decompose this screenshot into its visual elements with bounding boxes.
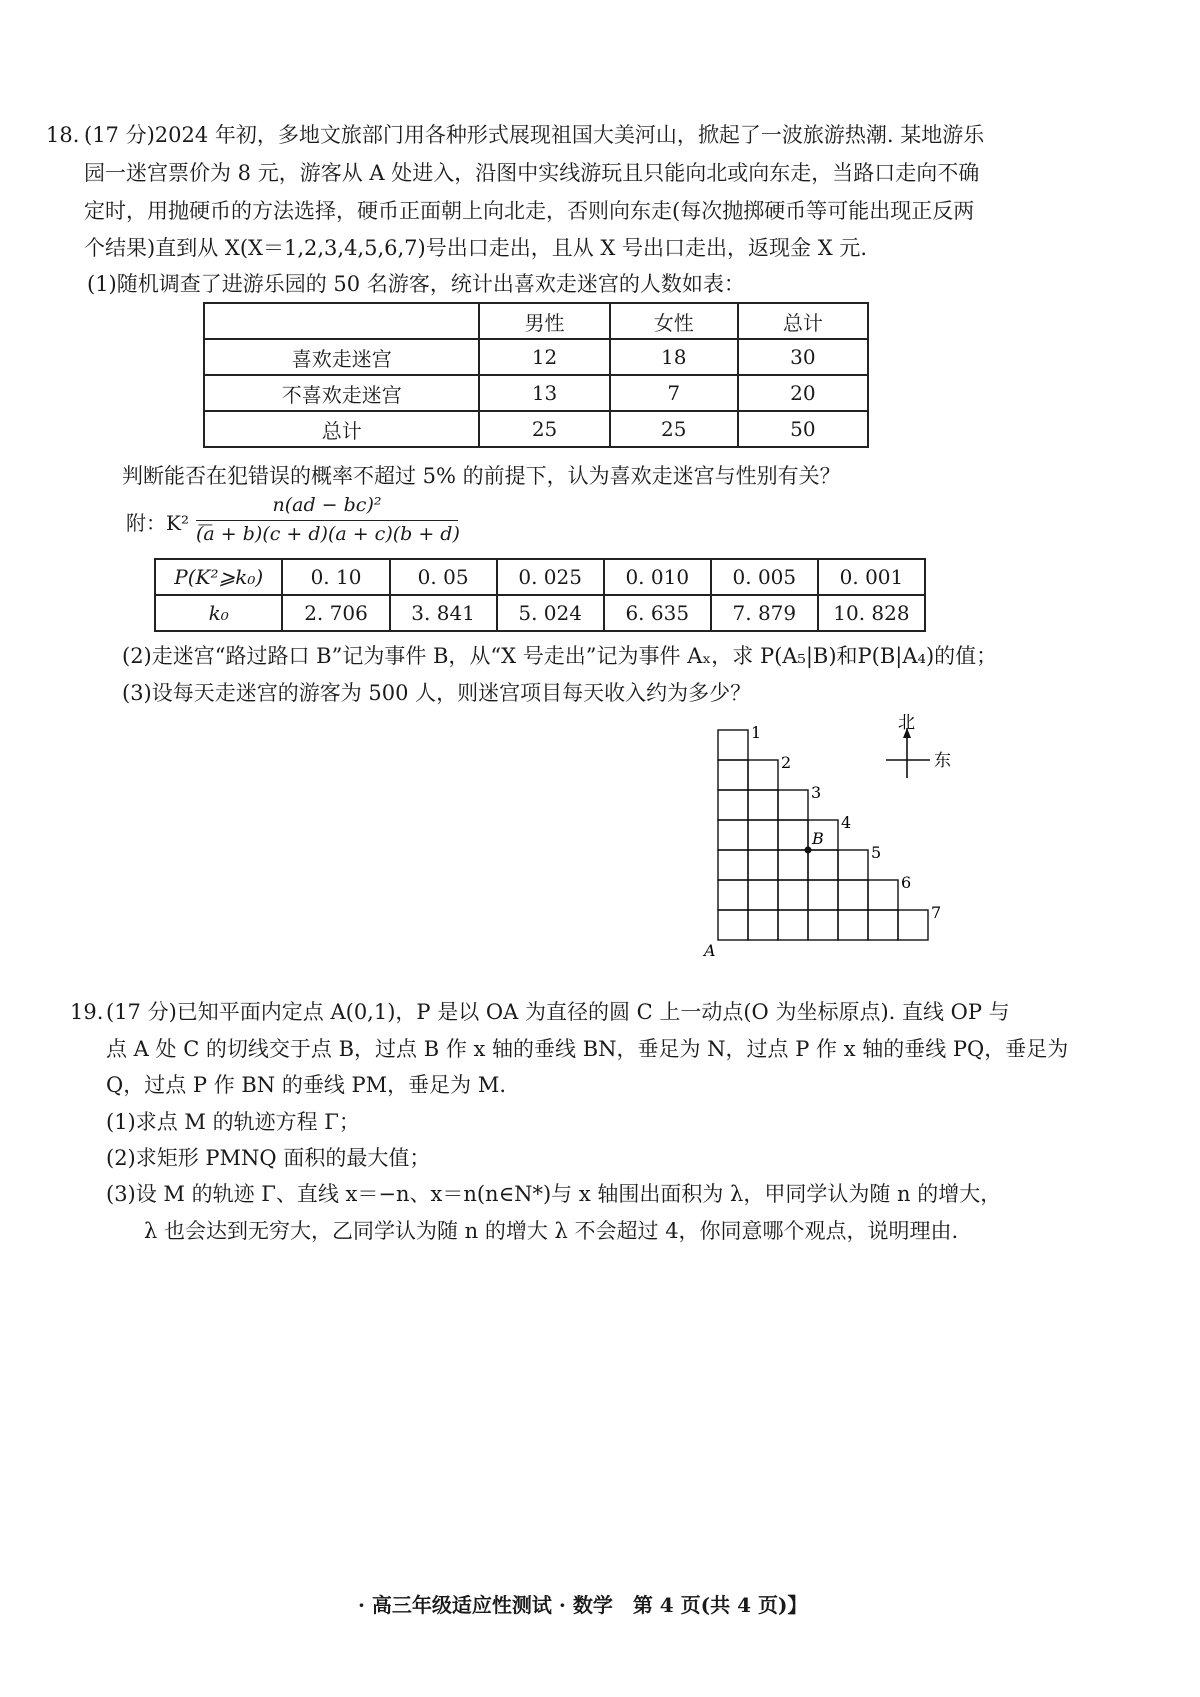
- maze-cell: [748, 880, 778, 910]
- survey-cell: 30: [738, 339, 868, 375]
- survey-header-cell: 女性: [610, 303, 738, 339]
- survey-table-header: [204, 303, 868, 339]
- maze-cell: [778, 850, 808, 880]
- q18-number: 18.: [46, 123, 80, 147]
- east-label: 东: [934, 751, 951, 771]
- k-table-cell: 0. 010: [604, 559, 711, 595]
- survey-cell: 7: [610, 375, 738, 411]
- k-table-cell: 2. 706: [282, 595, 389, 631]
- survey-cell: 总计: [204, 411, 479, 447]
- maze-cell: [718, 880, 748, 910]
- q18-line1: (17 分)2024 年初，多地文旅部门用各种形式展现祖国大美河山，掀起了一波旅游热潮. 某地游乐: [84, 123, 985, 147]
- q19-part3b: λ 也会达到无穷大，乙同学认为随 n 的增大 λ 不会超过 4，你同意哪个观点，说明理由.: [144, 1219, 959, 1243]
- maze-cell: [868, 880, 898, 910]
- k-table-cell: 10. 828: [818, 595, 925, 631]
- survey-header-cell: 总计: [738, 303, 868, 339]
- k-table-cell: 0. 025: [497, 559, 604, 595]
- q19-part2: (2)求矩形 PMNQ 面积的最大值；: [106, 1146, 431, 1170]
- maze-cell: [748, 910, 778, 940]
- maze-cell: [838, 850, 868, 880]
- maze-exit-label: 5: [871, 843, 882, 862]
- maze-cell: [718, 850, 748, 880]
- maze-exit-label: 1: [751, 723, 762, 742]
- maze-cell: [718, 760, 748, 790]
- maze-cell: [718, 730, 748, 760]
- q18-line3: 定时，用抛硬币的方法选择，硬币正面朝上向北走，否则向东走(每次抛掷硬币等可能出现正反两: [84, 199, 975, 223]
- k-table-cell: 7. 879: [711, 595, 818, 631]
- start-a-label: A: [704, 941, 716, 960]
- q18-part1: (1)随机调查了进游乐园的 50 名游客，统计出喜欢走迷宫的人数如表：: [87, 272, 745, 296]
- survey-header-cell: 男性: [479, 303, 609, 339]
- north-label: 北: [898, 713, 915, 733]
- q18-judge: 判断能否在犯错误的概率不超过 5% 的前提下，认为喜欢走迷宫与性别有关？: [122, 464, 841, 488]
- maze-cell: [838, 880, 868, 910]
- survey-table-row: [204, 375, 868, 411]
- maze-exit-label: 4: [841, 813, 852, 832]
- maze-cell: [778, 790, 808, 820]
- maze-exit-label: 2: [781, 753, 792, 772]
- q19-line1: (17 分)已知平面内定点 A(0,1)，P 是以 OA 为直径的圆 C 上一动点(O 为坐标原点). 直线 OP 与: [106, 1000, 1010, 1024]
- k-table-cell: 5. 024: [497, 595, 604, 631]
- maze-cell: [778, 910, 808, 940]
- q19-line2: 点 A 处 C 的切线交于点 B，过点 B 作 x 轴的垂线 BN，垂足为 N，过点 P 作 x 轴的垂线 PQ，垂足为: [106, 1037, 1069, 1061]
- maze-cell: [808, 910, 838, 940]
- maze-cell: [748, 760, 778, 790]
- survey-cell: 13: [479, 375, 609, 411]
- k-table-row-p: [155, 559, 925, 595]
- maze-cell: [718, 910, 748, 940]
- maze-cell: [778, 820, 808, 850]
- survey-cell: 25: [610, 411, 738, 447]
- maze-cell: [838, 910, 868, 940]
- k-table-cell: 0. 05: [390, 559, 497, 595]
- maze-cell: [748, 850, 778, 880]
- survey-table-row: [204, 411, 868, 447]
- k-table-cell: 3. 841: [390, 595, 497, 631]
- q19-part3a: (3)设 M 的轨迹 Γ、直线 x＝−n、x＝n(n∈N*)与 x 轴围出面积为 λ，甲同学认为随 n 的增大，: [106, 1182, 1002, 1206]
- point-b-label: B: [812, 829, 824, 848]
- q19-number: 19.: [70, 1000, 104, 1024]
- k-table-label: k₀: [155, 595, 282, 631]
- maze-cell: [808, 880, 838, 910]
- k-table-cell: 0. 001: [818, 559, 925, 595]
- survey-cell: 18: [610, 339, 738, 375]
- survey-table-row: [204, 339, 868, 375]
- maze-cell: [748, 790, 778, 820]
- maze-exit-label: 7: [931, 903, 942, 922]
- maze-cell: [718, 820, 748, 850]
- k2-fraction: [196, 494, 458, 550]
- formula-denominator: (a + b)(c + d)(a + c)(b + d): [196, 523, 460, 545]
- survey-cell: 25: [479, 411, 609, 447]
- survey-cell: 12: [479, 339, 609, 375]
- q18-line2: 园一迷宫票价为 8 元，游客从 A 处进入，沿图中实线游玩且只能向北或向东走，当路口走向不确: [84, 161, 980, 185]
- q19-part1: (1)求点 M 的轨迹方程 Γ；: [106, 1110, 360, 1134]
- k-table-row-k: [155, 595, 925, 631]
- maze-exit-label: 6: [901, 873, 912, 892]
- survey-header-cell: [204, 303, 479, 339]
- page-footer: · 高三年级适应性测试 · 数学 第 4 页(共 4 页)】: [358, 1593, 808, 1617]
- formula-numerator: n(ad − bc)²: [272, 494, 382, 516]
- formula-prefix: 附：K² ＝: [126, 511, 216, 535]
- maze-cell: [778, 880, 808, 910]
- k-table-cell: 0. 005: [711, 559, 818, 595]
- compass-diagram: [880, 712, 960, 782]
- survey-table: [203, 302, 869, 448]
- maze-cell: [808, 850, 838, 880]
- maze-cell: [868, 910, 898, 940]
- q18-line4: 个结果)直到从 X(X＝1,2,3,4,5,6,7)号出口走出，且从 X 号出口走出，返现金 X 元.: [84, 236, 868, 260]
- survey-cell: 50: [738, 411, 868, 447]
- maze-cell: [718, 790, 748, 820]
- k-critical-table: [154, 558, 926, 632]
- q18-part2: (2)走迷宫“路过路口 B”记为事件 B，从“X 号走出”记为事件 Aₓ，求 P(A₅|B)和P(B|A₄)的值；: [122, 644, 998, 668]
- k-table-cell: 6. 635: [604, 595, 711, 631]
- maze-cell: [748, 820, 778, 850]
- maze-cell: [898, 910, 928, 940]
- survey-cell: 20: [738, 375, 868, 411]
- q19-line3: Q，过点 P 作 BN 的垂线 PM，垂足为 M.: [106, 1073, 507, 1097]
- maze-exit-label: 3: [811, 783, 822, 802]
- k-table-label: P(K²⩾k₀): [155, 559, 282, 595]
- fraction-bar: [196, 520, 458, 521]
- point-b-marker: [805, 847, 812, 854]
- survey-cell: 喜欢走迷宫: [204, 339, 479, 375]
- k-table-cell: 0. 10: [282, 559, 389, 595]
- survey-cell: 不喜欢走迷宫: [204, 375, 479, 411]
- q18-part3: (3)设每天走迷宫的游客为 500 人，则迷宫项目每天收入约为多少？: [122, 681, 752, 705]
